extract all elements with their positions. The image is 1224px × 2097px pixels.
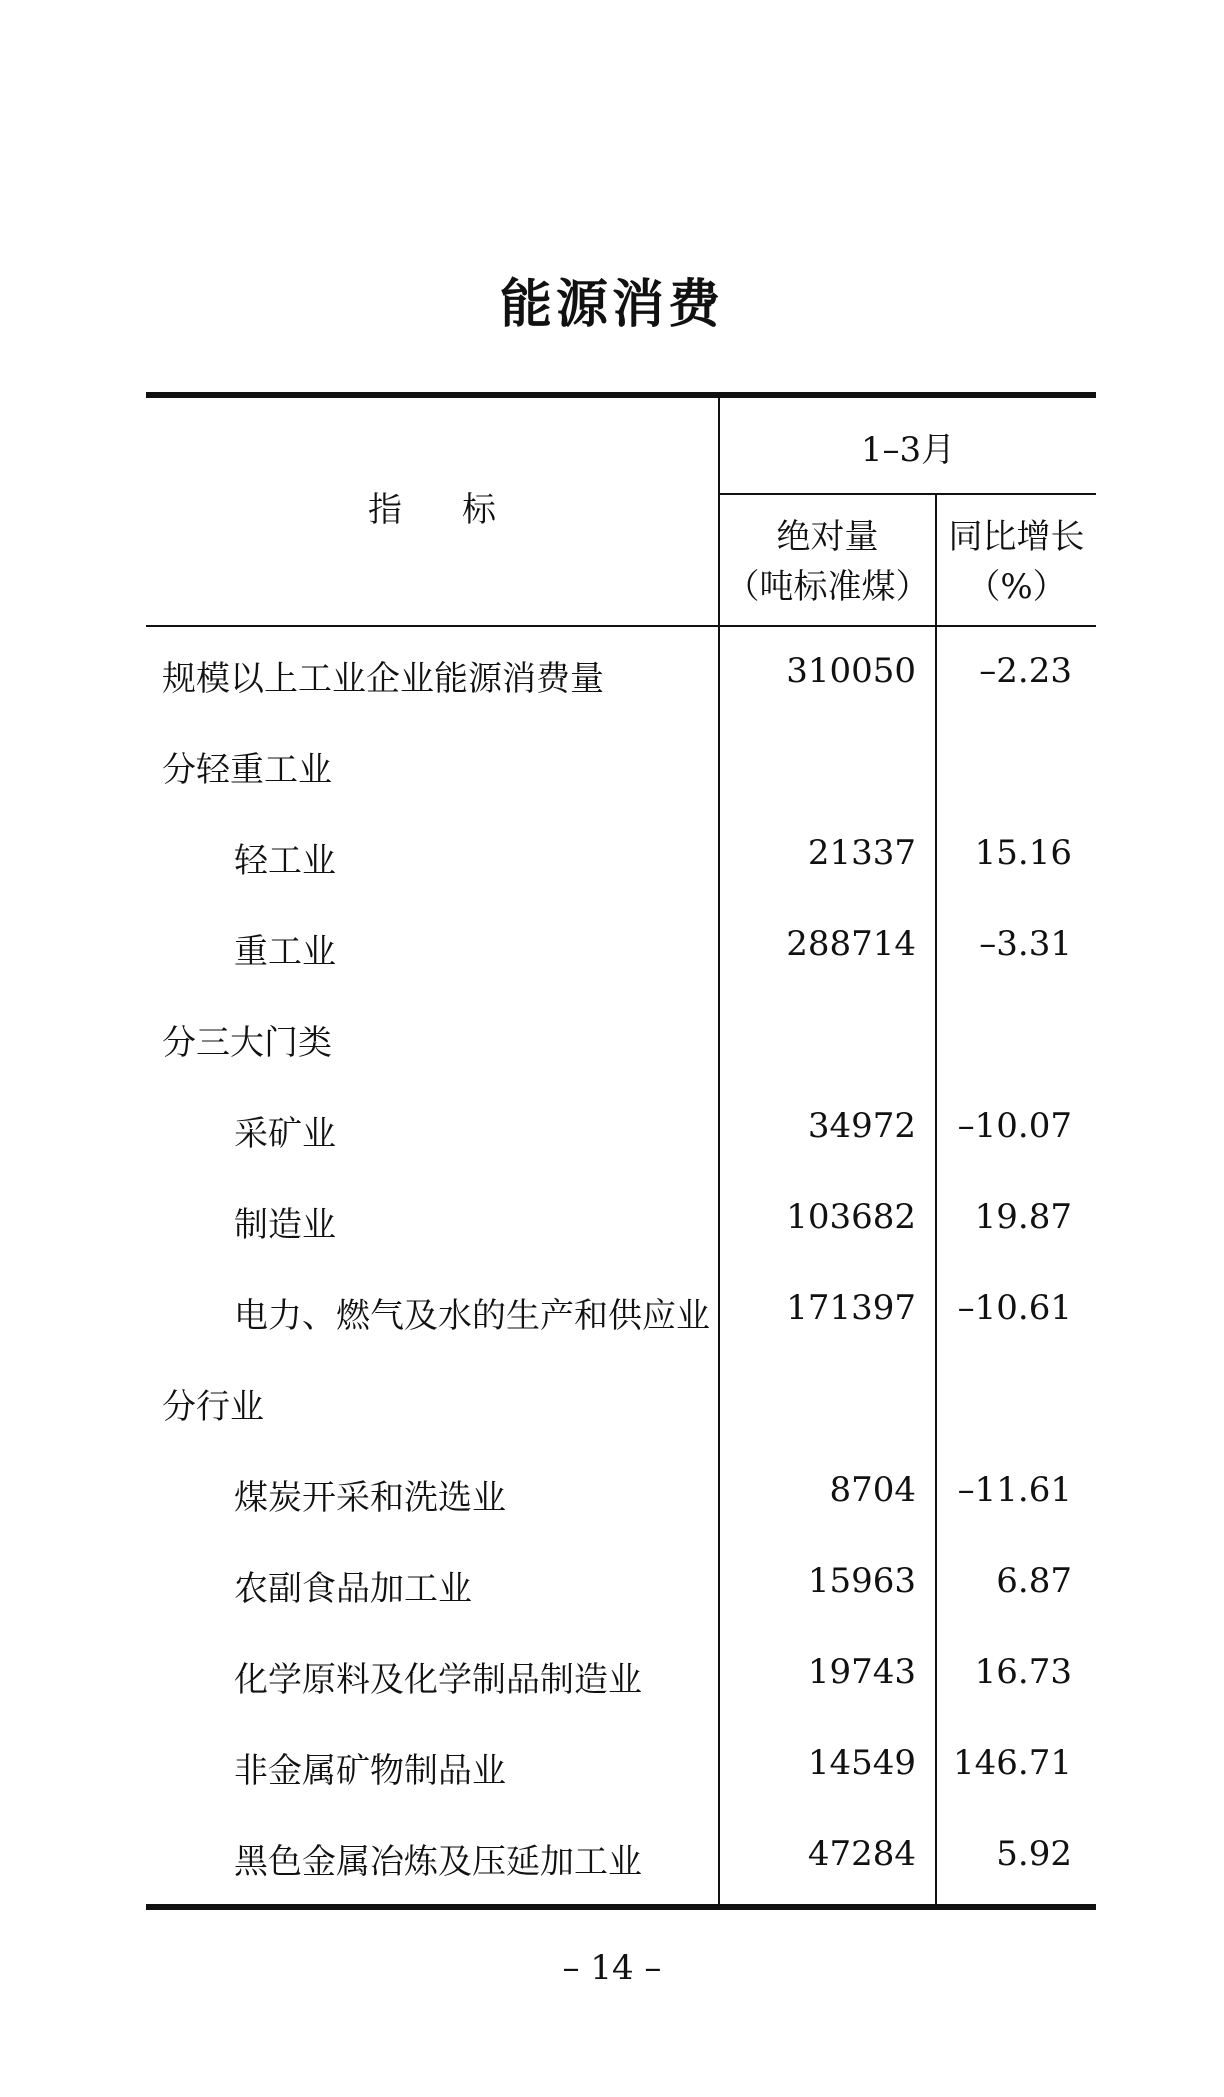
row-label: 黑色金属冶炼及压延加工业	[234, 1842, 642, 1882]
row-label: 非金属矿物制品业	[234, 1751, 506, 1791]
row-yoy-growth: 146.71	[953, 1743, 1072, 1783]
page-title: 能源消费	[499, 275, 724, 335]
row-absolute-amount: 14549	[807, 1743, 916, 1783]
row-yoy-growth: 19.87	[974, 1197, 1072, 1237]
table-top-rule	[146, 392, 1096, 398]
row-absolute-amount: 19743	[807, 1652, 916, 1692]
row-yoy-growth: 16.73	[974, 1652, 1072, 1692]
header-indicator: 指标	[368, 490, 556, 530]
row-label: 农副食品加工业	[234, 1569, 472, 1609]
header-yoy-growth-unit: （%）	[966, 567, 1067, 607]
header-absolute-amount-unit: （吨标准煤）	[725, 567, 930, 607]
table-row	[146, 1537, 1096, 1628]
table-body	[146, 627, 1096, 1901]
row-label: 分三大门类	[162, 1023, 332, 1063]
row-yoy-growth: 6.87	[996, 1561, 1072, 1601]
row-label: 轻工业	[234, 841, 336, 881]
row-yoy-growth: –3.31	[979, 924, 1072, 964]
row-yoy-growth: –2.23	[979, 651, 1072, 691]
table-row	[146, 627, 1096, 718]
header-sub-rule	[720, 493, 1096, 495]
table-row	[146, 991, 1096, 1082]
row-label: 煤炭开采和洗选业	[234, 1478, 506, 1518]
row-absolute-amount: 171397	[786, 1288, 916, 1328]
row-label: 化学原料及化学制品制造业	[234, 1660, 642, 1700]
row-yoy-growth: –10.61	[957, 1288, 1072, 1328]
row-absolute-amount: 288714	[786, 924, 916, 964]
header-absolute-amount-label: 绝对量	[776, 517, 879, 557]
table-row	[146, 1810, 1096, 1901]
table-row	[146, 1264, 1096, 1355]
row-label: 规模以上工业企业能源消费量	[162, 659, 604, 699]
table-row	[146, 1628, 1096, 1719]
table-row	[146, 809, 1096, 900]
row-absolute-amount: 47284	[807, 1834, 916, 1874]
header-yoy-growth-label: 同比增长	[948, 517, 1085, 557]
row-label: 分行业	[162, 1387, 264, 1427]
row-label: 分轻重工业	[162, 750, 332, 790]
row-yoy-growth: 5.92	[996, 1834, 1072, 1874]
table-row	[146, 1719, 1096, 1810]
table-bottom-rule	[146, 1904, 1096, 1910]
row-yoy-growth: –10.07	[957, 1106, 1072, 1146]
row-label: 制造业	[234, 1205, 336, 1245]
table-row	[146, 1446, 1096, 1537]
table-row	[146, 1355, 1096, 1446]
table-row	[146, 1082, 1096, 1173]
header-yoy-growth	[937, 512, 1096, 612]
table-row	[146, 900, 1096, 991]
row-yoy-growth: 15.16	[974, 833, 1072, 873]
row-label: 电力、燃气及水的生产和供应业	[234, 1296, 710, 1336]
energy-consumption-table	[146, 392, 1096, 1910]
row-label: 采矿业	[234, 1114, 336, 1154]
row-absolute-amount: 310050	[786, 651, 916, 691]
table-row	[146, 1173, 1096, 1264]
page-number: – 14 –	[562, 1948, 662, 1988]
row-absolute-amount: 8704	[829, 1470, 916, 1510]
row-yoy-growth: –11.61	[957, 1470, 1072, 1510]
row-label: 重工业	[234, 932, 336, 972]
header-period: 1–3月	[860, 430, 956, 470]
row-absolute-amount: 15963	[807, 1561, 916, 1601]
table-row	[146, 718, 1096, 809]
header-absolute-amount	[720, 512, 935, 612]
row-absolute-amount: 21337	[807, 833, 916, 873]
row-absolute-amount: 34972	[807, 1106, 916, 1146]
row-absolute-amount: 103682	[786, 1197, 916, 1237]
